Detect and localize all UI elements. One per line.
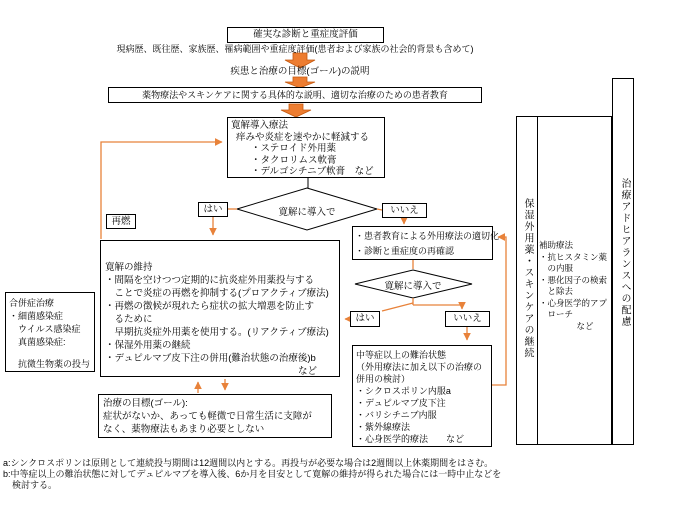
refractory-line: ・心身医学的療法 など — [356, 434, 465, 444]
comorbidity-title: 合併症治療 — [9, 298, 55, 308]
footnote-a: a:シンクロスポリンは原則として連続投与期間は12週間以内とする。再投与が必要な場合は2週間以上休薬期間をはさむ。 — [3, 458, 494, 468]
induction-therapy-box — [227, 117, 385, 178]
maintenance-line: ・再燃の徴候が現れたら症状の拡大増悪を防止す — [105, 301, 315, 312]
goal-line: 治療の目標(ゴール): — [103, 398, 188, 409]
decision1-label: 寛解に導入で — [278, 207, 336, 218]
diagnosis-box: 確実な診断と重症度評価 — [227, 27, 384, 43]
adjunct-line: ・悪化因子の検索 — [539, 274, 608, 285]
refractory-line: ・バリシチニブ内服 — [356, 410, 437, 420]
maintenance-line: ・保湿外用薬の継続 — [105, 340, 191, 351]
decision2-label: 寛解に導入で — [384, 281, 442, 292]
adjunct-line: ローチ — [539, 309, 574, 319]
history-text: 現病歴、既往歴、家族歴、罹病範囲や重症度評価(患者および家族の社会的背景も含めて) — [116, 44, 474, 54]
footnote-b2: 検討する。 — [3, 480, 58, 490]
induction-title: 寛解導入療法 — [231, 120, 289, 131]
adjunct-line: と除去 — [539, 286, 574, 296]
adjunct-line: ・抗ヒスタミン薬 — [539, 251, 608, 262]
maintenance-line: 早期抗炎症外用薬を使用する。(リアクティブ療法) — [105, 327, 329, 338]
induction-item: ・ステロイド外用薬 — [251, 143, 337, 154]
goal-box — [98, 394, 332, 438]
decision2-no-label: いいえ — [445, 311, 490, 327]
adjunct-etc: など — [576, 320, 594, 331]
refractory-title: 中等症以上の難治状態 — [356, 350, 447, 360]
refractory-line: 併用の検討） — [356, 374, 411, 384]
education-recheck-box — [352, 226, 500, 260]
comorbidity-line: ・細菌感染症 — [9, 311, 64, 321]
decision2-yes-diagonal — [382, 303, 413, 311]
maintenance-title: 寛解の維持 — [105, 262, 153, 273]
refractory-line: ・紫外線療法 — [356, 422, 411, 432]
patient-education-box: 薬物療法やスキンケアに関する具体的な説明、適切な治療のための患者教育 — [108, 87, 482, 103]
refractory-line: （外用療法に加え以下の治療の — [356, 362, 483, 372]
goal-line: なく、薬物療法もあまり必要としない — [103, 424, 265, 435]
decision2-yes-label: はい — [350, 311, 380, 327]
education-line: ・患者教育による外用療法の適切化 — [355, 231, 500, 241]
induction-item: ・デルゴシチニブ軟膏 など — [251, 166, 374, 177]
adjunct-line: の内服 — [539, 263, 574, 273]
goal-line: 症状がないか、あっても軽微で日常生活に支障が — [103, 411, 312, 422]
maintenance-etc: など — [297, 366, 317, 377]
refractory-box — [352, 345, 492, 447]
adjunct-therapy-block — [539, 240, 611, 332]
decision1-yes-label: はい — [198, 202, 228, 217]
refractory-feedback-loop — [492, 237, 506, 385]
induction-subtitle: 痒みや炎症を速やかに軽減する — [236, 131, 370, 143]
refractory-line: ・デュピルマブ皮下注 — [356, 398, 446, 408]
education-line: ・診断と重症度の再確認 — [355, 246, 455, 256]
maintenance-line: ことで炎症の再燃を抑制する(プロアクティブ療法) — [105, 288, 329, 299]
adjunct-line: ・心身医学的アプ — [539, 297, 608, 308]
adherence-column-label: 治療アドヒアランスへの配慮 — [619, 178, 630, 328]
comorbidity-line: 真菌感染症: — [9, 337, 66, 347]
adjunct-title: 補助療法 — [539, 240, 574, 250]
block-arrow-3 — [281, 104, 311, 117]
comorbidity-box — [5, 292, 95, 372]
maintenance-box — [100, 240, 340, 377]
maintenance-line: ・間隔を空けつつ定期的に抗炎症外用薬投与する — [105, 275, 315, 286]
maintenance-line: ・デュピルマブ皮下注の併用(難治状態の治療後)b — [105, 353, 316, 364]
relapse-label: 再燃 — [106, 214, 136, 229]
decision1-no-label: いいえ — [382, 203, 427, 218]
maintenance-line: るために — [105, 314, 153, 325]
comorbidity-line: 抗微生物薬の投与 — [9, 359, 91, 369]
moisturizer-column-label: 保湿外用薬・スキンケアの継続 — [522, 198, 533, 359]
refractory-line: ・シクロスポリン内服a — [356, 386, 451, 396]
goal-explanation-text: 疾患と治療の目標(ゴール)の説明 — [230, 66, 370, 77]
induction-item: ・タクロリムス軟膏 — [251, 154, 337, 166]
skincare-column-divider — [537, 116, 538, 445]
footnote-b: b:中等症以上の難治状態に対してデュピルマブを導入後、6か月を目安として寛解の維持が得られた場合には一時中止などを — [3, 469, 502, 479]
comorbidity-line: ウイルス感染症 — [9, 324, 81, 334]
